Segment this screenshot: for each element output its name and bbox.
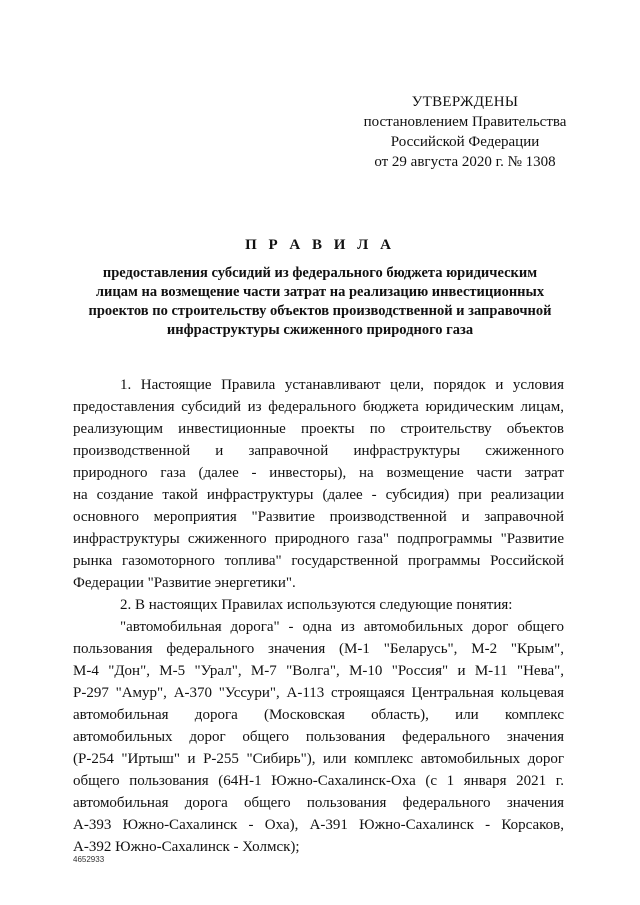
- approval-heading: УТВЕРЖДЕНЫ: [411, 94, 519, 110]
- definition-line: А-392 Южно-Сахалинск - Холмск);: [73, 839, 300, 855]
- document-title: П Р А В И Л А: [245, 237, 395, 253]
- definition-line: пользования федерального значения (М-1 "Беларусь", М-2 "Крым",: [73, 641, 564, 657]
- definition-line: автомобильных дорог общего пользования федерального значения: [73, 729, 564, 745]
- paragraph-1-line: производственной и заправочной инфраструктуры сжиженного: [73, 443, 564, 459]
- approval-line-1: постановлением Правительства: [363, 114, 567, 130]
- subtitle-line: проектов по строительству объектов производственной и заправочной: [88, 303, 552, 319]
- definition-line: "автомобильная дорога" - одна из автомобильных дорог общего: [120, 619, 564, 635]
- approval-block: [330, 92, 600, 172]
- paragraph-2-line: 2. В настоящих Правилах используются следующие понятия:: [120, 597, 513, 613]
- definition-line: автомобильная дорога общего пользования федерального значения: [73, 795, 564, 811]
- definition-line: Р-297 "Амур", А-370 "Уссури", А-113 строящаяся Центральная кольцевая: [73, 685, 564, 701]
- subtitle-line: лицам на возмещение части затрат на реализацию инвестиционных: [95, 284, 545, 300]
- document-subtitle: [80, 264, 560, 340]
- approval-line-2: Российской Федерации: [390, 134, 540, 150]
- document-body: [73, 374, 564, 858]
- paragraph-1-line: инфраструктуры сжиженного природного газа" подпрограммы "Развитие: [73, 531, 564, 547]
- subtitle-line: предоставления субсидий из федерального бюджета юридическим: [102, 265, 538, 281]
- paragraph-1-line: природного газа (далее - инвесторы), на возмещение части затрат: [73, 465, 564, 481]
- paragraph-1-line: на создание такой инфраструктуры (далее - субсидия) при реализации: [73, 487, 564, 503]
- subtitle-line: инфраструктуры сжиженного природного газа: [166, 322, 474, 338]
- definition-line: (Р-254 "Иртыш" и Р-255 "Сибирь"), или комплекс автомобильных дорог: [73, 751, 564, 767]
- paragraph-1-line: реализующим инвестиционные проекты по строительству объектов: [73, 421, 564, 437]
- document-number: 4652933: [73, 855, 105, 864]
- definition-line: М-4 "Дон", М-5 "Урал", М-7 "Волга", М-10 "Россия" и М-11 "Нева",: [73, 663, 564, 679]
- paragraph-1-line: основного мероприятия "Развитие производственной и заправочной: [73, 509, 564, 525]
- paragraph-1-line: предоставления субсидий из федерального бюджета юридическим лицам,: [73, 399, 564, 415]
- definition-line: А-393 Южно-Сахалинск - Оха), А-391 Южно-Сахалинск - Корсаков,: [73, 817, 564, 833]
- definition-line: автомобильная дорога (Московская область), или комплекс: [73, 707, 564, 723]
- approval-line-3: от 29 августа 2020 г. № 1308: [374, 154, 556, 170]
- definition-line: общего пользования (64Н-1 Южно-Сахалинск-Оха (с 1 января 2021 г.: [73, 773, 564, 789]
- paragraph-1-line: Федерации "Развитие энергетики".: [73, 575, 296, 591]
- paragraph-1-line: рынка газомоторного топлива" государственной программы Российской: [73, 553, 564, 569]
- paragraph-1-line: 1. Настоящие Правила устанавливают цели, порядок и условия: [120, 377, 564, 393]
